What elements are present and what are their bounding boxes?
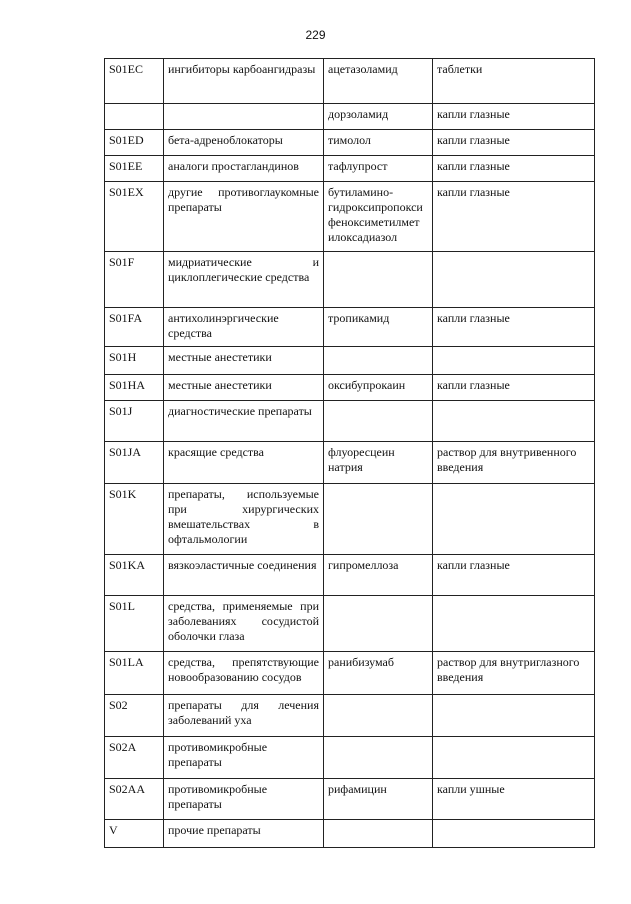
dosage-form-cell: капли ушные xyxy=(433,779,595,820)
group-name-cell: красящие средства xyxy=(164,442,324,484)
drug-name-cell xyxy=(324,401,433,442)
table-row xyxy=(105,695,595,737)
drug-name-cell: тропикамид xyxy=(324,308,433,347)
atc-code-cell: S01ED xyxy=(105,130,164,156)
drug-name-cell xyxy=(324,347,433,375)
atc-code-cell: S01J xyxy=(105,401,164,442)
drug-name-cell xyxy=(324,737,433,779)
dosage-form-cell: капли глазные xyxy=(433,182,595,252)
atc-code-cell: S01F xyxy=(105,252,164,308)
table-row xyxy=(105,130,595,156)
table-row xyxy=(105,156,595,182)
atc-code-cell: S01EE xyxy=(105,156,164,182)
drug-name-cell xyxy=(324,695,433,737)
drug-name-cell xyxy=(324,596,433,652)
drug-name-cell xyxy=(324,252,433,308)
group-name-cell: средства, применяемые при заболеваниях сосудистой оболочки глаза xyxy=(164,596,324,652)
atc-code-cell: S01JA xyxy=(105,442,164,484)
table-row xyxy=(105,652,595,695)
table-row xyxy=(105,555,595,596)
atc-code-cell: S01L xyxy=(105,596,164,652)
dosage-form-cell: раствор для внутриглазного введения xyxy=(433,652,595,695)
group-name-cell: аналоги простагландинов xyxy=(164,156,324,182)
table-row xyxy=(105,375,595,401)
drug-name-cell: флуоресцеин натрия xyxy=(324,442,433,484)
dosage-form-cell: капли глазные xyxy=(433,555,595,596)
group-name-cell: другие противоглаукомные препараты xyxy=(164,182,324,252)
group-name-cell: ингибиторы карбоангидразы xyxy=(164,59,324,104)
drug-name-cell: ацетазоламид xyxy=(324,59,433,104)
table-row xyxy=(105,596,595,652)
table-row xyxy=(105,252,595,308)
atc-code-cell: S01H xyxy=(105,347,164,375)
dosage-form-cell xyxy=(433,596,595,652)
dosage-form-cell: капли глазные xyxy=(433,156,595,182)
atc-code-cell: S01HA xyxy=(105,375,164,401)
group-name-cell: препараты, используемые при хирургических вмешательствах в офтальмологии xyxy=(164,484,324,555)
group-name-cell: местные анестетики xyxy=(164,375,324,401)
dosage-form-cell xyxy=(433,252,595,308)
table-row xyxy=(105,59,595,104)
table-row xyxy=(105,347,595,375)
group-name-cell: препараты для лечения заболеваний уха xyxy=(164,695,324,737)
atc-code-cell xyxy=(105,104,164,130)
dosage-form-cell xyxy=(433,401,595,442)
table-row xyxy=(105,484,595,555)
drug-name-cell: тимолол xyxy=(324,130,433,156)
atc-code-cell: S01LA xyxy=(105,652,164,695)
drug-name-cell xyxy=(324,820,433,848)
table-row xyxy=(105,820,595,848)
group-name-cell: противомикробные препараты xyxy=(164,737,324,779)
table-row xyxy=(105,779,595,820)
atc-code-cell: S01EX xyxy=(105,182,164,252)
atc-code-cell: S02AA xyxy=(105,779,164,820)
group-name-cell: антихолинэргические средства xyxy=(164,308,324,347)
group-name-cell: противомикробные препараты xyxy=(164,779,324,820)
dosage-form-cell: капли глазные xyxy=(433,130,595,156)
table-row xyxy=(105,104,595,130)
group-name-cell: местные анестетики xyxy=(164,347,324,375)
dosage-form-cell xyxy=(433,737,595,779)
drug-name-cell xyxy=(324,484,433,555)
atc-code-cell: S01EC xyxy=(105,59,164,104)
drug-name-cell: дорзоламид xyxy=(324,104,433,130)
atc-code-cell: S01KA xyxy=(105,555,164,596)
atc-code-cell: S01FA xyxy=(105,308,164,347)
drug-name-cell: рифамицин xyxy=(324,779,433,820)
atc-code-cell: V xyxy=(105,820,164,848)
group-name-cell: средства, препятствующие новообразованию сосудов xyxy=(164,652,324,695)
drug-name-cell: тафлупрост xyxy=(324,156,433,182)
drug-name-cell: гипромеллоза xyxy=(324,555,433,596)
group-name-cell: вязкоэластичные соединения xyxy=(164,555,324,596)
group-name-cell: прочие препараты xyxy=(164,820,324,848)
atc-code-cell: S02 xyxy=(105,695,164,737)
group-name-cell: диагностические препараты xyxy=(164,401,324,442)
page-number: 229 xyxy=(305,28,326,42)
group-name-cell: мидриатические и циклоплегические средства xyxy=(164,252,324,308)
dosage-form-cell: таблетки xyxy=(433,59,595,104)
drug-classification-table xyxy=(104,58,595,848)
dosage-form-cell xyxy=(433,820,595,848)
dosage-form-cell xyxy=(433,695,595,737)
dosage-form-cell: капли глазные xyxy=(433,375,595,401)
drug-name-cell: бутиламино-гидроксипропокси феноксиметилмет илоксадиазол xyxy=(324,182,433,252)
table-row xyxy=(105,182,595,252)
drug-name-cell: ранибизумаб xyxy=(324,652,433,695)
table-row xyxy=(105,442,595,484)
table-row xyxy=(105,401,595,442)
table-body xyxy=(105,59,595,848)
group-name-cell: бета-адреноблокаторы xyxy=(164,130,324,156)
dosage-form-cell: капли глазные xyxy=(433,104,595,130)
dosage-form-cell: раствор для внутривенного введения xyxy=(433,442,595,484)
atc-code-cell: S02A xyxy=(105,737,164,779)
dosage-form-cell xyxy=(433,347,595,375)
drug-name-cell: оксибупрокаин xyxy=(324,375,433,401)
dosage-form-cell: капли глазные xyxy=(433,308,595,347)
group-name-cell xyxy=(164,104,324,130)
table-row xyxy=(105,308,595,347)
dosage-form-cell xyxy=(433,484,595,555)
atc-code-cell: S01K xyxy=(105,484,164,555)
table-row xyxy=(105,737,595,779)
